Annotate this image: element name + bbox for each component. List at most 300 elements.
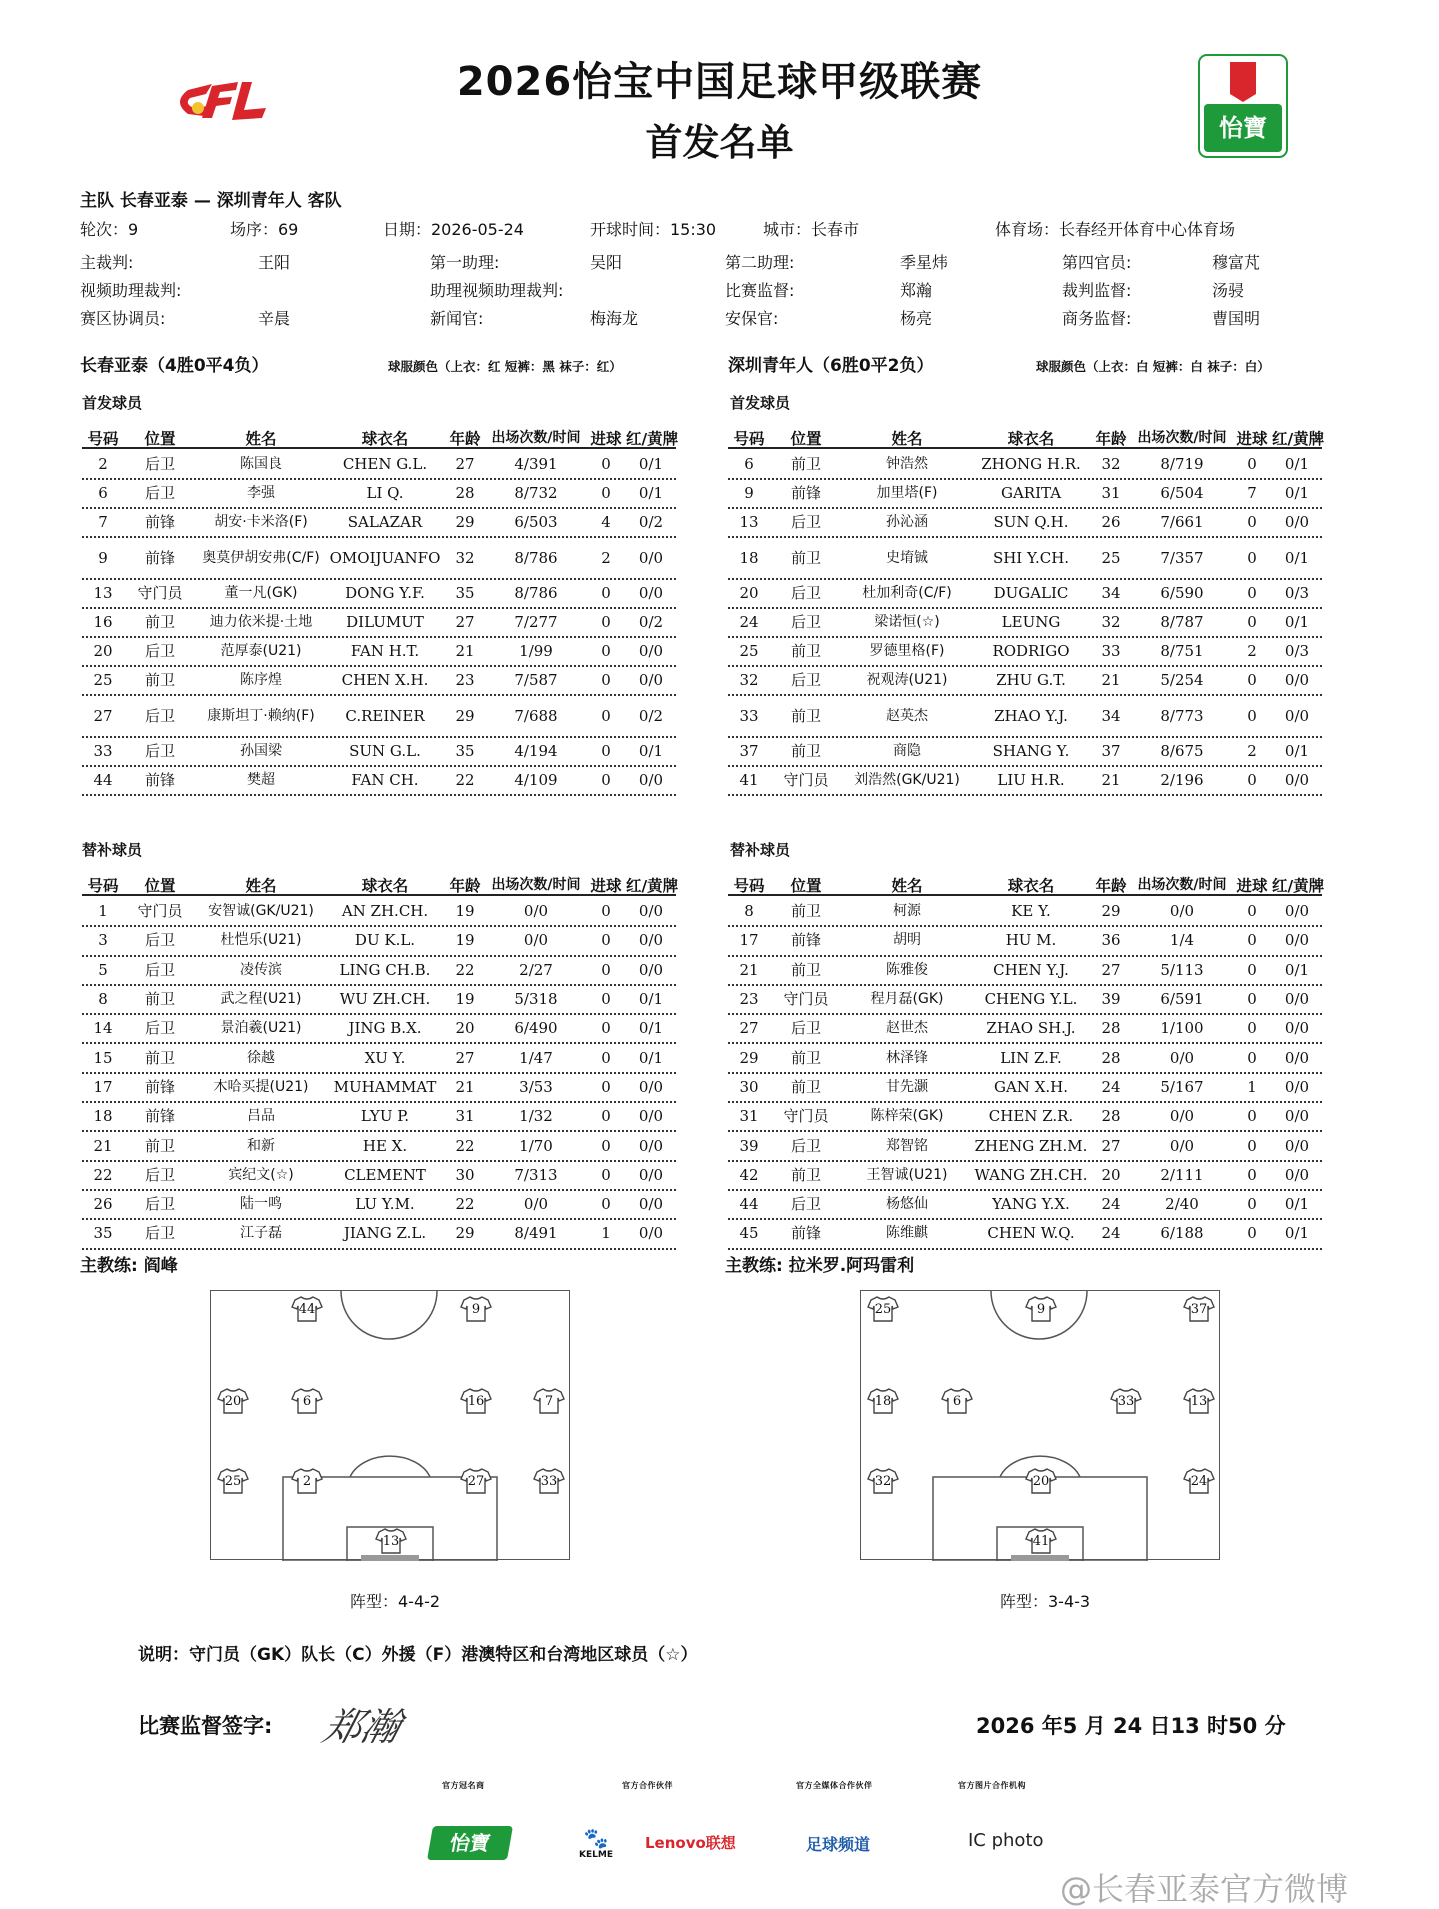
column-header: 姓名 [891,877,923,895]
column-header: 年龄 [449,430,481,448]
player-age: 33 [1101,642,1121,660]
player-number: 31 [739,1107,759,1126]
shirt-name: CHEN G.L. [342,455,428,473]
player-position: 后卫 [144,931,175,950]
player-position: 前锋 [144,771,175,789]
player-shirt-icon [867,1295,899,1323]
goals: 0 [1247,1224,1257,1243]
player-number: 21 [739,960,759,979]
shirt-name: GAN X.H. [993,1077,1068,1096]
player-name: 安智诚(GK/U21) [208,903,314,920]
player-number: 35 [93,1224,113,1243]
shirt-number: 24 [1190,1474,1208,1489]
goals: 0 [601,706,611,725]
player-age: 31 [455,1107,475,1126]
player-age: 35 [455,742,475,760]
column-header: 出场次数/时间 [1137,430,1227,446]
player-shirt-icon [1183,1387,1215,1415]
appearances: 5/113 [1160,960,1204,979]
table-row [728,986,1322,1015]
player-age: 29 [455,513,475,531]
player-age: 27 [1101,1136,1121,1155]
column-header: 姓名 [245,877,277,895]
table-row [82,927,676,956]
appearances: 8/675 [1160,742,1204,760]
legend-note: 说明：守门员（GK）队长（C）外援（F）港澳特区和台湾地区球员（☆） [138,1645,698,1665]
player-name: 王智诚(U21) [866,1166,948,1183]
goals: 0 [601,742,611,760]
player-position: 前锋 [144,513,175,531]
player-name: 陈维麒 [886,1225,928,1242]
column-header: 号码 [733,430,765,448]
appearances: 1/70 [519,1136,553,1155]
shirt-number: 32 [874,1474,892,1489]
shirt-name: XU Y. [364,1048,406,1067]
player-age: 28 [455,484,475,502]
official-role: 安保官: [725,309,779,328]
official-role: 视频助理裁判: [80,281,182,300]
appearances: 5/167 [1160,1077,1204,1096]
shirt-name: C.REINER [345,706,425,725]
player-name: 董一凡(GK) [224,585,298,601]
player-number: 39 [739,1136,759,1155]
home-formation: 阵型：4-4-2 [350,1592,441,1611]
player-position: 后卫 [144,455,175,473]
player-age: 27 [1101,960,1121,979]
shirt-number: 33 [540,1474,558,1489]
column-header: 位置 [144,877,176,895]
shirt-number: 6 [302,1394,312,1409]
official-name: 吴阳 [590,253,623,272]
shirt-name: ZHAO SH.J. [986,1019,1076,1038]
table-row [728,1220,1322,1249]
player-name: 胡明 [893,932,921,949]
column-header: 进球 [1236,877,1268,895]
table-header [728,874,1325,896]
player-number: 14 [93,1019,113,1038]
player-position: 后卫 [144,1224,175,1243]
column-header: 进球 [590,877,622,895]
cards: 0/1 [638,1048,664,1067]
appearances: 7/313 [514,1165,558,1184]
table-header [728,427,1325,449]
player-position: 后卫 [144,1195,175,1214]
player-position: 前卫 [144,613,175,631]
player-position: 后卫 [790,1136,821,1155]
sponsor-lenovo: Lenovo联想 [645,1834,736,1852]
goals: 2 [601,548,611,567]
cards: 0/0 [638,548,664,567]
column-header: 出场次数/时间 [491,430,581,446]
column-header: 号码 [87,430,119,448]
shirt-name: LU Y.M. [355,1195,415,1214]
shirt-name: LEUNG [1001,613,1061,631]
appearances: 0/0 [523,931,549,950]
player-name: 宾纪文(☆) [228,1166,294,1183]
goals: 0 [1247,990,1257,1009]
player-number: 3 [98,931,108,950]
match-date: 日期：2026-05-24 [383,220,524,239]
player-number: 1 [98,902,108,921]
appearances: 7/277 [514,613,558,631]
goals: 0 [1247,960,1257,979]
goals: 0 [1247,771,1257,789]
table-row [82,667,676,696]
cards: 0/1 [638,484,664,502]
table-row [82,1162,676,1191]
player-shirt-icon [375,1527,407,1555]
appearances: 1/32 [519,1107,553,1126]
player-shirt-icon [533,1387,565,1415]
appearances: 8/786 [514,584,558,602]
player-name: 陈雅俊 [886,961,928,978]
player-age: 24 [1101,1077,1121,1096]
player-age: 24 [1101,1195,1121,1214]
player-position: 前卫 [790,960,821,979]
player-age: 21 [1101,671,1121,689]
player-age: 20 [1101,1165,1121,1184]
home-formation-pitch [210,1290,570,1560]
cards: 0/2 [638,613,664,631]
player-number: 42 [739,1165,759,1184]
player-number: 26 [93,1195,113,1214]
player-age: 19 [455,902,475,921]
player-name: 迪力依米提·土地 [209,614,313,630]
goals: 0 [601,1107,611,1126]
player-age: 34 [1101,706,1121,725]
appearances: 8/787 [1160,613,1204,631]
player-name: 范厚泰(U21) [220,643,302,659]
shirt-name: LIN Z.F. [1000,1048,1062,1067]
table-row [82,480,676,509]
column-header: 球衣名 [361,430,409,448]
player-position: 前卫 [144,1048,175,1067]
table-row [82,1074,676,1103]
official-role: 第二助理: [725,253,795,272]
goals: 0 [601,671,611,689]
cards: 0/1 [1284,1224,1310,1243]
player-position: 前卫 [790,455,821,473]
goals: 0 [1247,706,1257,725]
cards: 0/1 [1284,455,1310,473]
player-name: 景泊羲(U21) [220,1020,302,1037]
player-shirt-icon [460,1467,492,1495]
shirt-name: WANG ZH.CH. [974,1165,1088,1184]
column-header: 球衣名 [361,877,409,895]
table-row [728,451,1322,480]
player-number: 9 [744,484,754,502]
player-number: 25 [93,671,113,689]
player-number: 7 [98,513,108,531]
player-number: 6 [744,455,754,473]
home-subs-label: 替补球员 [82,841,143,859]
player-number: 18 [739,548,759,567]
player-shirt-icon [941,1387,973,1415]
goals: 0 [1247,1136,1257,1155]
signature: 郑瀚 [318,1705,406,1749]
column-header: 球衣名 [1007,877,1055,895]
appearances: 3/53 [519,1077,553,1096]
player-age: 27 [455,613,475,631]
player-age: 22 [455,960,475,979]
player-shirt-icon [1183,1467,1215,1495]
goals: 0 [601,771,611,789]
official-role: 主裁判: [80,253,134,272]
player-age: 29 [455,1224,475,1243]
shirt-name: FAN CH. [351,771,419,789]
player-position: 前卫 [144,990,175,1009]
player-shirt-icon [1110,1387,1142,1415]
player-position: 前卫 [790,742,821,760]
sponsor-label-photo: 官方图片合作机构 [958,1781,1026,1790]
player-number: 17 [93,1077,113,1096]
player-shirt-icon [1025,1467,1057,1495]
player-age: 32 [1101,455,1121,473]
player-number: 23 [739,990,759,1009]
table-row [82,609,676,638]
player-age: 39 [1101,990,1121,1009]
column-header: 出场次数/时间 [1137,877,1227,893]
round: 轮次：9 [80,220,139,239]
player-position: 后卫 [790,513,821,531]
shirt-name: YANG Y.X. [992,1195,1070,1214]
player-position: 前锋 [144,1107,175,1126]
player-name: 陆一鸣 [240,1196,282,1213]
player-name: 康斯坦丁·赖纳(F) [207,707,315,724]
goals: 0 [601,1165,611,1184]
player-number: 33 [93,742,113,760]
player-name: 孙沁涵 [886,514,928,530]
shirt-name: DUGALIC [993,584,1069,602]
player-position: 前卫 [790,706,821,725]
appearances: 5/318 [514,990,558,1009]
goals: 0 [601,642,611,660]
column-header: 姓名 [245,430,277,448]
away-coach: 主教练: 拉米罗.阿玛雷利 [725,1256,915,1276]
official-name: 郑瀚 [900,281,933,300]
shirt-name: LI Q. [366,484,404,502]
player-number: 20 [739,584,759,602]
player-number: 29 [739,1048,759,1067]
player-shirt-icon [460,1387,492,1415]
cards: 0/0 [1284,706,1310,725]
match-seq: 场序：69 [230,220,299,239]
shirt-name: AN ZH.CH. [341,902,429,921]
table-row [728,1074,1322,1103]
player-number: 6 [98,484,108,502]
player-position: 后卫 [790,584,821,602]
player-age: 21 [455,642,475,660]
shirt-name: OMOIJUANFO [329,548,441,567]
away-formation-pitch [860,1290,1220,1560]
goals: 0 [1247,548,1257,567]
player-position: 后卫 [144,960,175,979]
official-role: 助理视频助理裁判: [430,281,564,300]
shirt-number: 2 [302,1474,312,1489]
column-header: 红/黄牌 [626,877,679,895]
cards: 0/0 [638,771,664,789]
goals: 0 [601,902,611,921]
table-row [82,738,676,767]
player-name: 孙国梁 [240,743,282,759]
player-age: 28 [1101,1107,1121,1126]
player-name: 奥莫伊胡安弗(C/F) [202,549,320,566]
appearances: 7/661 [1160,513,1204,531]
goals: 0 [1247,584,1257,602]
goals: 0 [1247,1019,1257,1038]
table-row [728,609,1322,638]
table-row [82,638,676,667]
stadium: 体育场：长春经开体育中心体育场 [995,220,1236,239]
sponsor-label-title: 官方冠名商 [442,1781,485,1790]
player-position: 前卫 [790,902,821,921]
appearances: 4/194 [514,742,558,760]
shirt-number: 44 [298,1302,316,1317]
cards: 0/3 [1284,642,1310,660]
player-name: 程月磊(GK) [870,991,944,1008]
appearances: 0/0 [523,1195,549,1214]
shirt-name: LIU H.R. [997,771,1065,789]
player-name: 商隐 [893,743,921,759]
cards: 0/0 [638,584,664,602]
player-age: 22 [455,771,475,789]
player-name: 杜恺乐(U21) [220,932,302,949]
official-role: 赛区协调员: [80,309,166,328]
player-position: 前卫 [790,548,821,567]
column-header: 进球 [1236,430,1268,448]
player-age: 19 [455,931,475,950]
cards: 0/1 [638,742,664,760]
cards: 0/1 [1284,1195,1310,1214]
player-number: 13 [93,584,113,602]
table-row [82,1015,676,1044]
player-position: 前锋 [144,1077,175,1096]
away-kit: 球服颜色（上衣：白 短裤：白 袜子：白） [1036,359,1270,374]
cards: 0/1 [1284,742,1310,760]
column-header: 年龄 [449,877,481,895]
player-age: 21 [455,1077,475,1096]
appearances: 0/0 [523,902,549,921]
player-number: 27 [739,1019,759,1038]
player-name: 武之程(U21) [220,991,302,1008]
goals: 0 [601,1077,611,1096]
goals: 0 [1247,931,1257,950]
appearances: 6/188 [1160,1224,1204,1243]
player-shirt-icon [217,1467,249,1495]
player-age: 27 [455,1048,475,1067]
shirt-name: LYU P. [360,1107,410,1126]
appearances: 0/0 [1169,1136,1195,1155]
shirt-number: 27 [467,1474,485,1489]
home-coach: 主教练: 阎峰 [80,1256,178,1276]
shirt-number: 25 [874,1302,892,1317]
player-number: 44 [93,771,113,789]
table-row [728,667,1322,696]
appearances: 2/196 [1160,771,1204,789]
cards: 0/0 [1284,1107,1310,1126]
player-name: 梁诺恒(☆) [874,614,940,630]
shirt-name: CLEMENT [344,1165,426,1184]
player-name: 吕品 [247,1108,275,1125]
player-shirt-icon [291,1295,323,1323]
player-position: 守门员 [783,1107,829,1126]
player-position: 前锋 [144,548,175,567]
player-position: 前卫 [144,671,175,689]
player-age: 27 [455,455,475,473]
sponsor-label-partner: 官方合作伙伴 [622,1781,673,1790]
shirt-number: 33 [1117,1394,1135,1409]
shirt-name: SUN G.L. [349,742,421,760]
player-shirt-icon [1025,1527,1057,1555]
home-kit: 球服颜色（上衣：红 短裤：黑 袜子：红） [388,359,622,374]
appearances: 8/732 [514,484,558,502]
player-name: 江子磊 [240,1225,282,1242]
official-name: 曹国明 [1212,309,1261,328]
shirt-number: 37 [1190,1302,1208,1317]
goals: 2 [1247,742,1257,760]
watermark: @长春亚泰官方微博 [1060,1870,1349,1908]
shirt-name: CHEN X.H. [341,671,429,689]
player-position: 后卫 [144,1019,175,1038]
table-row [82,1220,676,1249]
table-row [728,767,1322,796]
player-name: 杜加利奇(C/F) [862,585,952,601]
player-name: 李强 [247,485,275,501]
shirt-name: FAN H.T. [350,642,420,660]
appearances: 7/587 [514,671,558,689]
match-teams: 主队 长春亚泰 — 深圳青年人 客队 [80,191,342,211]
goals: 0 [601,960,611,979]
cards: 0/1 [1284,548,1310,567]
table-row [82,1191,676,1220]
player-name: 陈国良 [240,456,282,472]
shirt-number: 9 [471,1302,481,1317]
player-shirt-icon [217,1387,249,1415]
table-row [728,1191,1322,1220]
table-row [728,480,1322,509]
cards: 0/0 [638,931,664,950]
official-role: 新闻官: [430,309,484,328]
away-team-record: 深圳青年人（6胜0平2负） [728,356,934,376]
appearances: 8/786 [514,548,558,567]
player-name: 祝观涛(U21) [866,672,948,688]
player-age: 37 [1101,742,1121,760]
shirt-number: 25 [224,1474,242,1489]
column-header: 年龄 [1095,430,1127,448]
table-row [728,580,1322,609]
player-age: 22 [455,1136,475,1155]
player-number: 16 [93,613,113,631]
appearances: 0/0 [1169,902,1195,921]
shirt-name: JIANG Z.L. [343,1224,427,1243]
home-starters-label: 首发球员 [82,394,143,412]
svg-text:怡寶: 怡寶 [1219,114,1267,142]
cards: 0/0 [1284,902,1310,921]
goals: 0 [1247,1165,1257,1184]
goals: 0 [1247,671,1257,689]
signature-label: 比赛监督签字: [138,1714,273,1738]
player-number: 45 [739,1224,759,1243]
player-age: 34 [1101,584,1121,602]
player-position: 守门员 [783,771,829,789]
goals: 0 [601,931,611,950]
player-number: 37 [739,742,759,760]
appearances: 1/47 [519,1048,553,1067]
player-number: 24 [739,613,759,631]
table-row [728,957,1322,986]
goals: 2 [1247,642,1257,660]
shirt-name: GARITA [1000,484,1062,502]
